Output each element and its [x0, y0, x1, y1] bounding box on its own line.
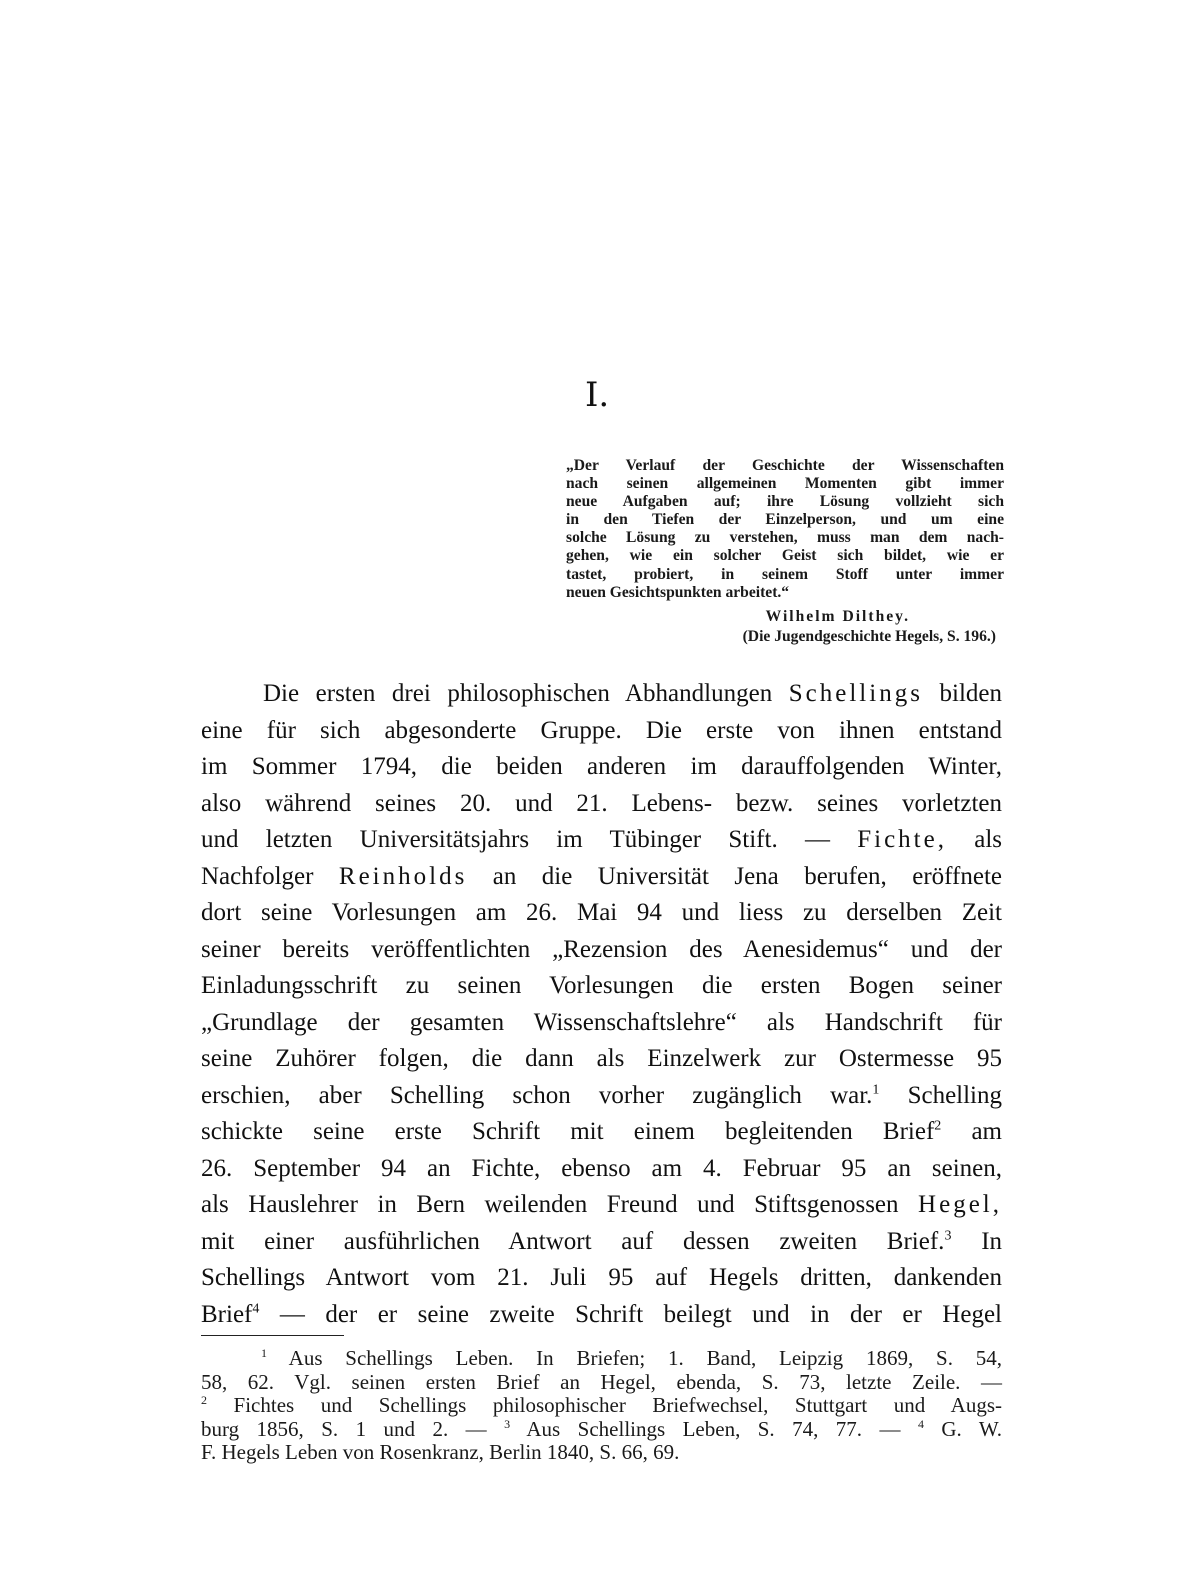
epigraph-line: nach seinen allgemeinen Momenten gibt immer	[566, 475, 1004, 493]
body-line: eine für sich abgesonderte Gruppe. Die erste von ihnen entstand	[201, 716, 1002, 744]
person-name: Hegel,	[918, 1191, 1002, 1218]
footnote-line: 58, 62. Vgl. seinen ersten Brief an Hegel, ebenda, S. 73, letzte Zeile. —	[201, 1369, 1002, 1394]
body-text-run: am	[971, 1118, 1002, 1145]
footnote-line: F. Hegels Leben von Rosenkranz, Berlin 1840, S. 66, 69.	[201, 1440, 680, 1464]
epigraph-author: Wilhelm Dilthey.	[765, 607, 910, 625]
epigraph-line: „Der Verlauf der Geschichte der Wissenschaften	[566, 457, 1004, 474]
footnote-line	[201, 1347, 1002, 1371]
body-line	[201, 1187, 1002, 1224]
epigraph-line: in den Tiefen der Einzelperson, und um eine	[566, 511, 1004, 529]
body-line: also während seines 20. und 21. Lebens- bezw. seines vorletzten	[201, 789, 1002, 817]
footnote-marker: 3	[944, 1228, 952, 1244]
body-text-run: erschien, aber Schelling schon vorher zugänglich war.	[201, 1081, 873, 1109]
footnote-marker: 4	[252, 1301, 260, 1317]
epigraph-line: neuen Gesichtspunkten arbeitet.“	[566, 583, 790, 601]
body-line	[201, 859, 1002, 896]
footnote-line	[201, 1394, 1002, 1418]
footnote-text: Aus Schellings Leben, S. 74, 77. —	[526, 1416, 901, 1441]
body-text-run: — der er seine zweite Schrift beilegt und in der er Hegel	[279, 1300, 1002, 1328]
footnote-line	[201, 1418, 1002, 1442]
footnote-text: burg 1856, S. 1 und 2. —	[201, 1416, 487, 1441]
body-text-run: schickte seine erste Schrift mit einem begleitenden Brief	[201, 1118, 935, 1145]
footnote-text: G. W.	[941, 1416, 1002, 1441]
body-line	[201, 1224, 1002, 1261]
chapter-number: I.	[585, 375, 610, 415]
epigraph-line: gehen, wie ein solcher Geist sich bildet, wie er	[566, 547, 1004, 565]
epigraph-line: tastet, probiert, in seinem Stoff unter immer	[566, 565, 1004, 583]
body-text-run: als Hauslehrer in Bern weilenden Freund und Stiftsgenossen	[201, 1191, 899, 1218]
body-text-run: bilden	[939, 680, 1002, 707]
body-line: Einladungsschrift zu seinen Vorlesungen die ersten Bogen seiner	[201, 972, 1002, 999]
body-text-run: mit einer ausführlichen Antwort auf dessen zweiten Brief.	[201, 1227, 945, 1255]
person-name: Fichte,	[857, 826, 947, 853]
body-line: Schellings Antwort vom 21. Juli 95 auf Hegels dritten, dankenden	[201, 1264, 1002, 1291]
epigraph-source: (Die Jugendgeschichte Hegels, S. 196.)	[742, 627, 996, 645]
footnote-text: Fichtes und Schellings philosophischer Briefwechsel, Stuttgart und Augs-	[233, 1393, 1002, 1417]
footnote-marker: 2	[201, 1393, 207, 1407]
body-text-run: und letzten Universitätsjahrs im Tübinger Stift. —	[201, 826, 830, 853]
footnote-marker: 2	[934, 1118, 942, 1134]
body-text-run: In	[981, 1227, 1003, 1255]
body-line: dort seine Vorlesungen am 26. Mai 94 und liess zu derselben Zeit	[201, 899, 1002, 926]
body-line	[201, 1297, 1002, 1334]
footnote-marker: 3	[504, 1416, 511, 1431]
body-text-run: Brief	[201, 1300, 253, 1328]
body-line: „Grundlage der gesamten Wissenschaftslehre“ als Handschrift für	[201, 1008, 1002, 1036]
footnotes	[201, 1347, 1002, 1465]
body-text-run: Schelling	[907, 1081, 1002, 1109]
body-text-run: Die ersten drei philosophischen Abhandlungen	[263, 680, 773, 707]
footnote-marker: 1	[261, 1346, 267, 1360]
epigraph-line: solche Lösung zu verstehen, muss man dem nach-	[566, 529, 1004, 547]
body-line: im Sommer 1794, die beiden anderen im darauffolgenden Winter,	[201, 753, 1002, 780]
footnote-marker: 4	[917, 1416, 924, 1431]
footnote-divider	[201, 1335, 344, 1336]
main-paragraph	[201, 676, 1002, 1333]
person-name: Schellings	[788, 680, 923, 707]
body-text-run: als	[974, 826, 1003, 853]
body-line	[201, 1114, 1002, 1151]
footnote-marker: 1	[872, 1082, 880, 1098]
epigraph-line: neue Aufgaben auf; ihre Lösung vollzieht sich	[566, 493, 1004, 511]
body-line: seiner bereits veröffentlichten „Rezension des Aenesidemus“ und der	[201, 935, 1002, 963]
footnote-text: Aus Schellings Leben. In Briefen; 1. Band, Leipzig 1869, S. 54,	[288, 1346, 1002, 1370]
body-line: 26. September 94 an Fichte, ebenso am 4. Februar 95 an seinen,	[201, 1154, 1002, 1182]
body-line	[201, 822, 1002, 859]
body-text-run: an die Universität Jena berufen, eröffnete	[492, 862, 1003, 890]
body-line	[201, 676, 1002, 713]
body-text-run: Nachfolger	[201, 862, 314, 890]
body-line: seine Zuhörer folgen, die dann als Einzelwerk zur Ostermesse 95	[201, 1045, 1002, 1072]
person-name: Reinholds	[338, 862, 468, 890]
body-line	[201, 1078, 1002, 1115]
epigraph	[566, 457, 1004, 646]
